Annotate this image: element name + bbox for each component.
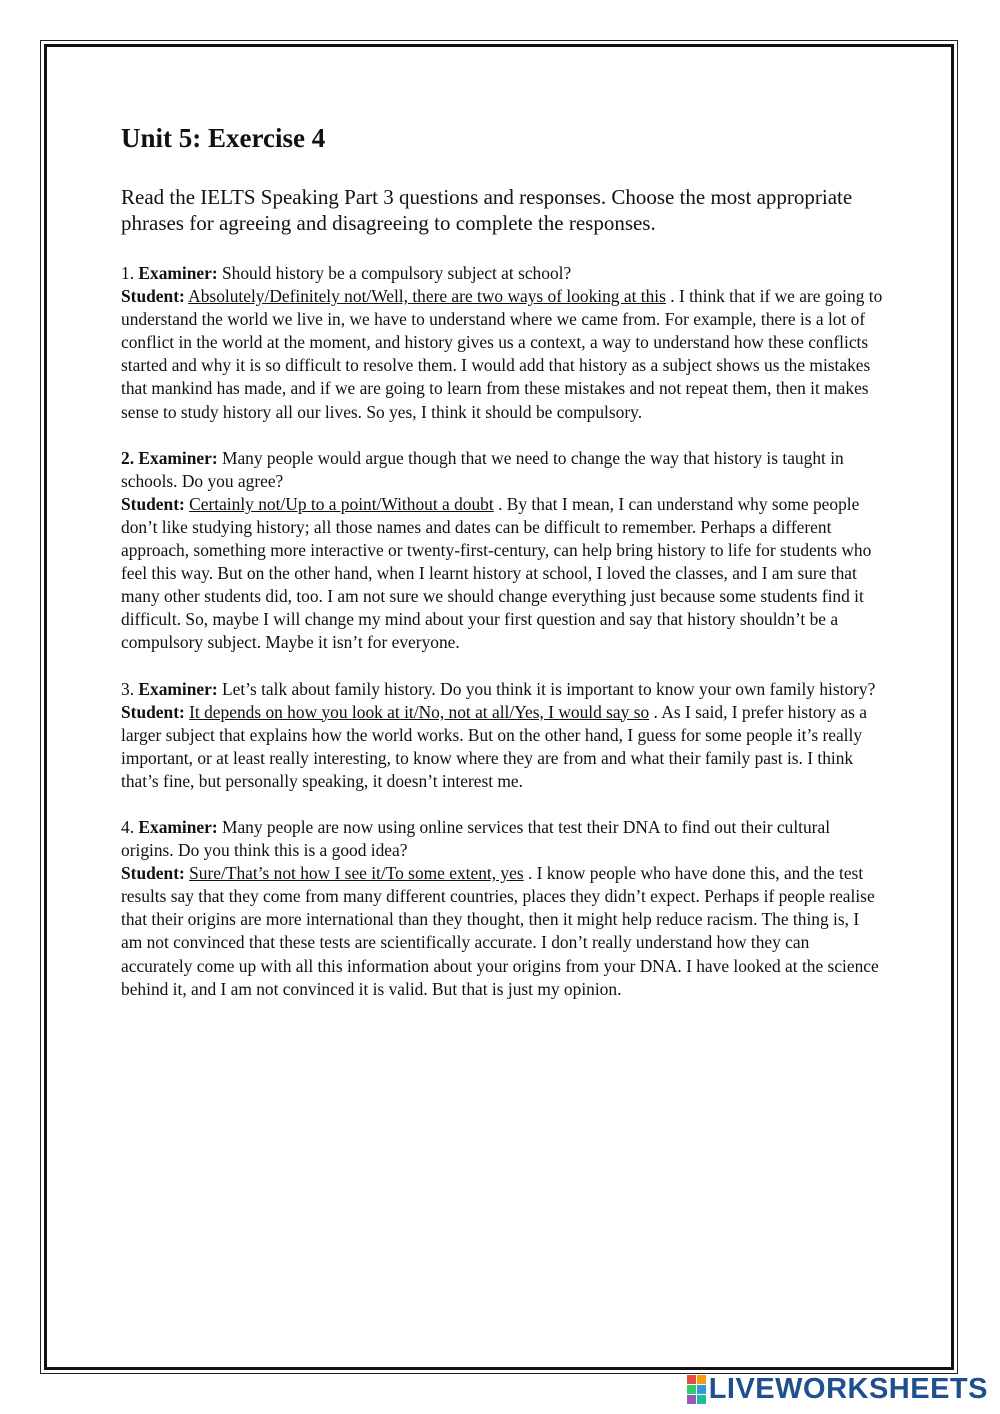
student-response: . As I said, I prefer history as a larger subject that explains how the world works. But on the other hand, I guess for some people it’s really important, or at least really interesting, to know where they are from and what their family past is. I think that’s fine, but personally speaking, it doesn’t interest me. [121, 701, 867, 791]
examiner-question: Many people would argue though that we need to change the way that history is taught in schools. Do you agree? [121, 447, 844, 491]
student-response: . I know people who have done this, and the test results say that they come from many different countries, places they didn’t expect. Perhaps if people realise that their origins are more international than they thought, then it might help reduce racism. The thing is, I am not convinced that these tests are scientifically accurate. I don’t really understand how they can accurately come up with all this information about your origins from your DNA. I have looked at the science behind it, and I am not convinced it is valid. But that is just my opinion. [121, 863, 879, 999]
examiner-label: Examiner: [138, 678, 218, 699]
logo-text: LIVEWORKSHEETS [708, 1372, 988, 1405]
liveworksheets-icon [687, 1375, 706, 1404]
worksheet-content [121, 118, 883, 1024]
examiner-line [121, 447, 883, 493]
exercise-item-2 [121, 447, 883, 655]
logo-block-icon [687, 1385, 696, 1394]
choice-select[interactable]: It depends on how you look at it/No, not at all/Yes, I would say so [189, 701, 650, 722]
exercise-item-4 [121, 816, 883, 1001]
examiner-question: Let’s talk about family history. Do you think it is important to know your own family history? [221, 678, 876, 699]
item-number: 3. [121, 678, 135, 699]
exercise-item-1 [121, 262, 883, 424]
examiner-label: Examiner: [138, 447, 218, 468]
student-label: Student: [121, 701, 185, 722]
item-number: 4. [121, 816, 135, 837]
item-number: 2. [121, 447, 135, 468]
student-line [121, 285, 883, 424]
examiner-question: Should history be a compulsory subject at school? [221, 263, 572, 283]
examiner-line [121, 678, 883, 701]
logo-block-icon [687, 1395, 696, 1404]
student-line [121, 862, 883, 1001]
student-label: Student: [121, 286, 185, 307]
logo-block-icon [697, 1395, 706, 1404]
choice-select[interactable]: Sure/That’s not how I see it/To some extent, yes [189, 863, 524, 884]
student-response: . I think that if we are going to understand the world we live in, we have to understand where we came from. For example, there is a lot of conflict in the world at the moment, and history gives us a context, a way to understand how these conflicts started and why it is so difficult to resolve them. I would add that history as a subject shows us the mistakes that mankind has made, and if we are going to learn from these mistakes and not repeat them, then it makes sense to study history all our lives. So yes, I think it should be compulsory. [121, 286, 883, 422]
examiner-line [121, 816, 883, 862]
choice-select[interactable]: Certainly not/Up to a point/Without a doubt [189, 493, 494, 514]
student-label: Student: [121, 863, 185, 884]
choice-select[interactable]: Absolutely/Definitely not/Well, there are two ways of looking at this [188, 286, 666, 307]
liveworksheets-logo[interactable] [687, 1372, 988, 1406]
exercise-item-3 [121, 678, 883, 793]
student-response: . By that I mean, I can understand why some people don’t like studying history; all those names and dates can be difficult to remember. Perhaps a different approach, something more interactive or twenty-first-century, can help bring history to life for students who feel this way. But on the other hand, when I learnt history at school, I loved the classes, and I am sure that many other students did, too. I am not sure we should change everything just because some students find it difficult. So, maybe I will change my mind about your first question and say that history shouldn’t be a compulsory subject. Maybe it isn’t for everyone. [121, 493, 872, 653]
logo-block-icon [697, 1375, 706, 1384]
logo-block-icon [687, 1375, 696, 1384]
examiner-question: Many people are now using online services that test their DNA to find out their cultural origins. Do you think this is a good idea? [121, 816, 831, 861]
instructions: Read the IELTS Speaking Part 3 questions and responses. Choose the most appropriate phrases for agreeing and disagreeing to complete the responses. [121, 185, 853, 235]
student-line [121, 701, 883, 793]
item-number: 1. [121, 263, 135, 283]
examiner-label: Examiner: [138, 816, 218, 837]
examiner-line [121, 262, 883, 285]
examiner-label: Examiner: [138, 263, 218, 283]
student-line [121, 493, 883, 655]
logo-block-icon [697, 1385, 706, 1394]
page-title: Unit 5: Exercise 4 [121, 123, 326, 153]
student-label: Student: [121, 493, 185, 514]
